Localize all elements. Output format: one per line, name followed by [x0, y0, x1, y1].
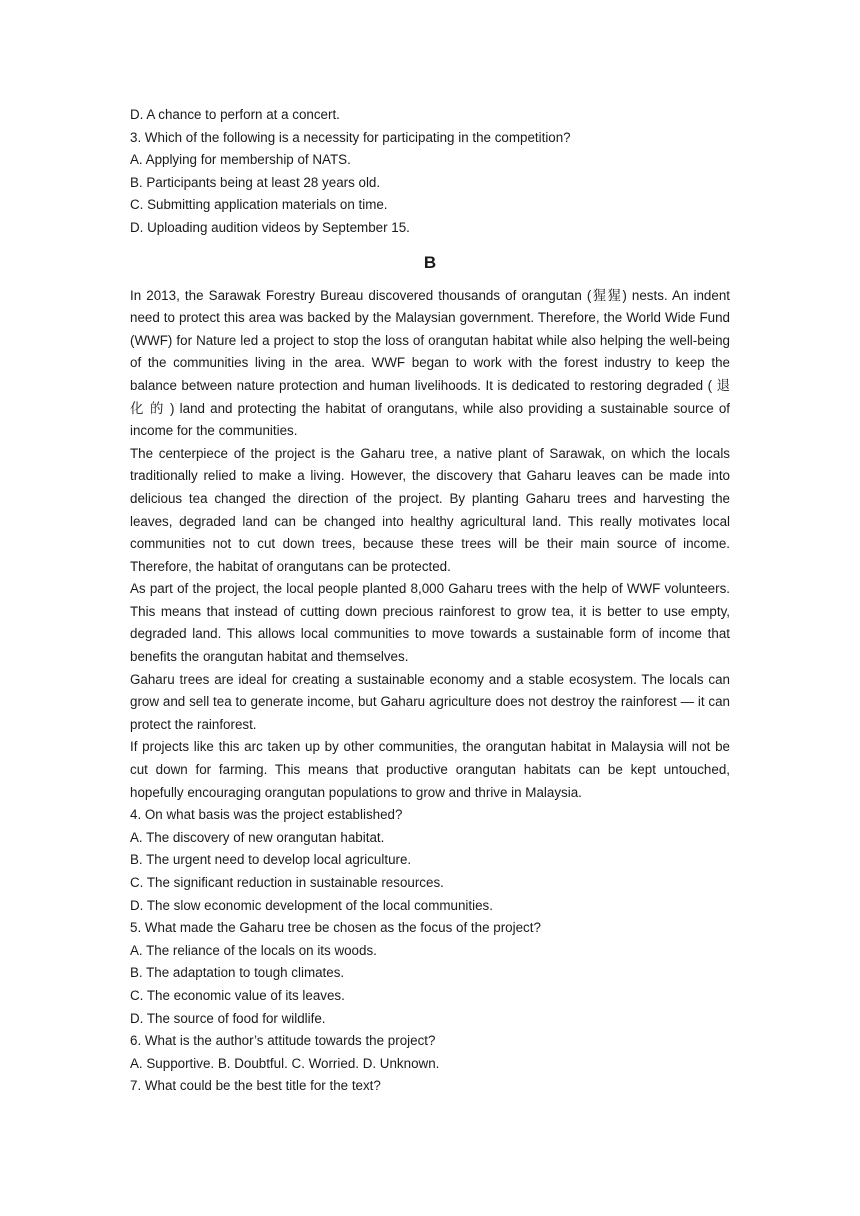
question-3-option-b: B. Participants being at least 28 years old.	[130, 174, 381, 190]
passage-b	[130, 285, 730, 805]
question-5-option-b: B. The adaptation to tough climates.	[130, 965, 345, 981]
question-6	[130, 1030, 730, 1075]
question-4-option-b: B. The urgent need to develop local agriculture.	[130, 852, 412, 868]
section-b-title: B	[423, 252, 437, 272]
question-7-text: 7. What could be the best title for the text?	[130, 1078, 381, 1094]
question-7	[130, 1075, 730, 1098]
question-3-option-c: C. Submitting application materials on time.	[130, 197, 388, 213]
question-4-text: 4. On what basis was the project established?	[130, 807, 403, 823]
question-4-option-c: C. The significant reduction in sustainable resources.	[130, 875, 444, 890]
passage-paragraph-2: The centerpiece of the project is the Gaharu tree, a native plant of Sarawak, on which the locals traditionally relied to make a living. However, the discovery that Gaharu leaves can be made into delicious tea changed the direction of the project. By planting Gaharu trees and harvesting the leaves, degraded land can be changed into healthy agricultural land. This really motivates local communities not to cut down trees, because these trees will be their main source of income. Therefore, the habitat of orangutans can be protected.	[130, 445, 730, 574]
question-6-options: A. Supportive. B. Doubtful. C. Worried. D. Unknown.	[130, 1055, 440, 1071]
question-5	[130, 917, 730, 1030]
question-5-text: 5. What made the Gaharu tree be chosen as the focus of the project?	[130, 920, 541, 936]
question-4-option-a: A. The discovery of new orangutan habitat.	[130, 829, 385, 845]
question-4	[130, 804, 730, 917]
question-3	[130, 127, 730, 240]
passage-paragraph-5: If projects like this arc taken up by other communities, the orangutan habitat in Malaysia will not be cut down for farming. This means that productive orangutan habitats can be kept untouched, hopefully encouraging orangutan populations to grow and thrive in Malaysia.	[130, 739, 730, 800]
document-page	[130, 104, 730, 1098]
question-5-option-d: D. The source of food for wildlife.	[130, 1010, 326, 1026]
q2-option-d: D. A chance to perforn at a concert.	[130, 107, 340, 122]
question-6-text: 6. What is the author’s attitude towards the project?	[130, 1033, 436, 1049]
passage-paragraph-4: Gaharu trees are ideal for creating a sustainable economy and a stable ecosystem. The locals can grow and sell tea to generate income, but Gaharu agriculture does not destroy the rainforest — it can protect the rainforest.	[130, 671, 730, 732]
question-3-option-a: A. Applying for membership of NATS.	[130, 152, 351, 168]
question-5-option-a: A. The reliance of the locals on its woods.	[130, 942, 377, 958]
question-4-option-d: D. The slow economic development of the local communities.	[130, 897, 493, 913]
passage-paragraph-1: In 2013, the Sarawak Forestry Bureau discovered thousands of orangutan (猩猩) nests. An indent need to protect this area was backed by the Malaysian government. Therefore, the World Wide Fund (WWF) for Nature led a project to stop the loss of orangutan habitat while also helping the well-being of the communities living in the area. WWF began to work with the forest industry to keep the balance between nature protection and human livelihoods. It is dedicated to restoring degraded ( 退 化 的 ) land and protecting the habitat of orangutans, while also providing a sustainable source of income for the communities.	[130, 287, 730, 439]
question-3-text: 3. Which of the following is a necessity for participating in the competition?	[130, 129, 571, 145]
question-5-option-c: C. The economic value of its leaves.	[130, 987, 345, 1003]
passage-paragraph-3: As part of the project, the local people planted 8,000 Gaharu trees with the help of WWF volunteers. This means that instead of cutting down precious rainforest to grow tea, it is better to use empty, degraded land. This allows local communities to move towards a sustainable form of income that benefits the orangutan habitat and themselves.	[130, 581, 730, 665]
question-3-option-d: D. Uploading audition videos by September 15.	[130, 219, 410, 235]
